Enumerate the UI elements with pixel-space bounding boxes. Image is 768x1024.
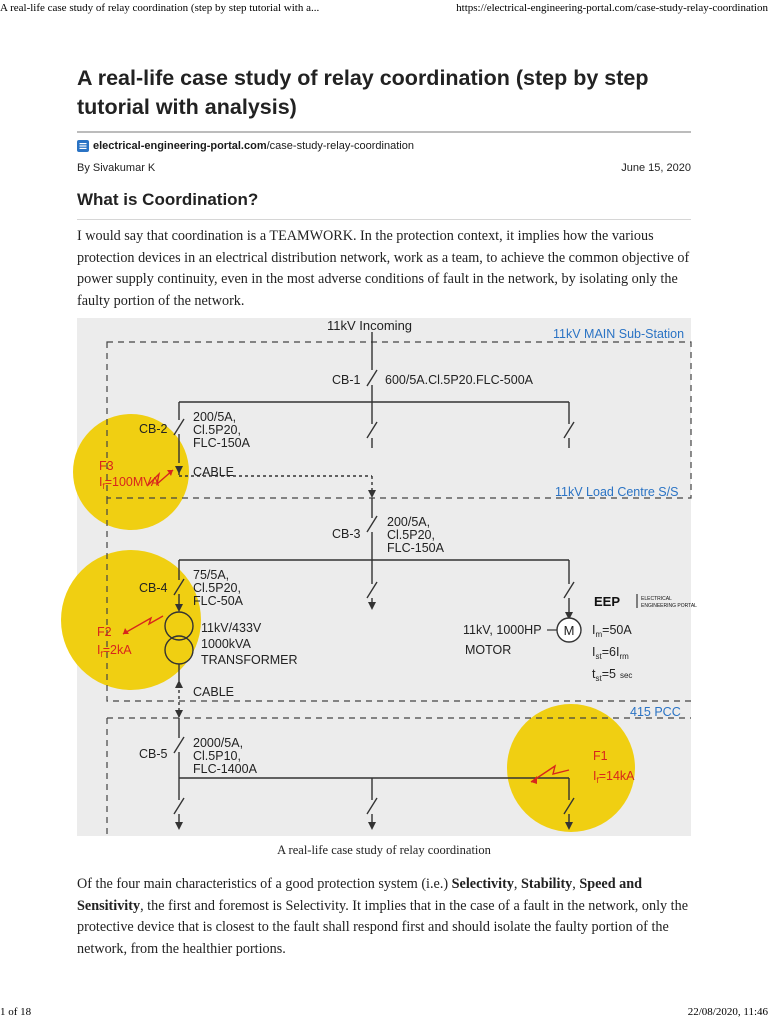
fault-f1-value: $I_f=14kA$	[593, 769, 635, 785]
cb4-rating-line1: 75/5A,	[193, 568, 230, 582]
cb2-rating-line2: Cl.5P20,	[193, 423, 241, 437]
cb4-label: CB-4	[139, 581, 168, 595]
motor-starting-current: $I_{st}=6I_{rm}$	[592, 645, 629, 661]
title-divider	[77, 131, 691, 133]
term-speed-sensitivity: Speed and Sensitivity	[77, 876, 643, 914]
cb3-label: CB-3	[332, 527, 361, 541]
fault-f3-value: $I_f=100MVA$	[99, 475, 160, 491]
single-line-diagram	[77, 318, 697, 836]
cb4-rating-line2: Cl.5P20,	[193, 581, 241, 595]
cb5-label: CB-5	[139, 747, 168, 761]
cb2-switch	[174, 419, 184, 435]
cb1-rating: 600/5A.Cl.5P20.FLC-500A	[385, 373, 534, 387]
article-title: A real-life case study of relay coordination (step by step tutorial with analysis)	[77, 66, 649, 119]
print-timestamp: 22/08/2020, 11:46	[687, 1006, 768, 1018]
section-divider	[77, 219, 691, 220]
cable-label-1: CABLE	[193, 465, 234, 479]
motor-rating: 11kV, 1000HP	[463, 623, 542, 637]
article-meta	[77, 162, 691, 174]
cb1-switch	[367, 370, 377, 386]
pcc-label: 415 PCC	[630, 705, 681, 719]
paragraph-selectivity: Of the four main characteristics of a good protection system (i.e.) Selectivity, Stability, Speed and Sensitivity, the first and foremost is Selectivity. It implies that in the case of a fault in the network, only the protective device that is closest to the fault shall respond first and should isolate the faulty portion of the network, from the healthier portions.	[77, 876, 688, 957]
article	[77, 64, 691, 312]
cb5-rating-line1: 2000/5A,	[193, 736, 244, 750]
motor-label: MOTOR	[465, 643, 512, 657]
motor-starting-time: $t_{st}=5$ sec	[592, 667, 633, 683]
cb5-switch	[174, 737, 184, 753]
fault-f2-value: $I_f=2kA$	[97, 643, 132, 659]
cb4-rating-line3: FLC-50A	[193, 594, 244, 608]
transformer-line1: 11kV/433V	[201, 621, 262, 635]
eep-logo	[594, 594, 697, 609]
print-footer	[0, 1004, 768, 1024]
eep-logo-text-1: ELECTRICAL	[641, 596, 672, 602]
fault-zone-f1	[507, 704, 635, 832]
page-number: 1 of 18	[0, 1006, 32, 1018]
eep-logo-text-2: ENGINEERING PORTAL	[641, 603, 697, 609]
source-link[interactable]	[77, 139, 691, 153]
section-heading: What is Coordination?	[77, 190, 259, 209]
author: By Sivakumar K	[77, 162, 156, 174]
site-favicon-icon	[77, 140, 89, 152]
cb2-label: CB-2	[139, 422, 168, 436]
transformer-line3: TRANSFORMER	[201, 653, 298, 667]
print-header	[0, 0, 768, 18]
cb3-rating-line3: FLC-150A	[387, 541, 444, 555]
cb3-rating-line2: Cl.5P20,	[387, 528, 435, 542]
fault-f1-name: F1	[593, 749, 608, 763]
publish-date: June 15, 2020	[621, 162, 691, 174]
cb3-rating-line1: 200/5A,	[387, 515, 431, 529]
eep-logo-mark: EEP	[594, 594, 621, 609]
incoming-label: 11kV Incoming	[327, 318, 413, 333]
load-centre-label: 11kV Load Centre S/S	[555, 485, 679, 499]
term-selectivity: Selectivity	[451, 876, 514, 892]
print-header-title: A real-life case study of relay coordination (step by step tutorial with a...	[0, 2, 320, 14]
fault-zone-f2	[61, 550, 201, 690]
cb2-rating-line1: 200/5A,	[193, 410, 237, 424]
cb5-rating-line3: FLC-1400A	[193, 762, 257, 776]
motor-symbol-letter: M	[563, 623, 575, 638]
cable-label-2: CABLE	[193, 685, 234, 699]
transformer-line2: 1000kVA	[201, 637, 251, 651]
source-domain[interactable]: electrical-engineering-portal.com	[93, 140, 267, 152]
print-header-url[interactable]: https://electrical-engineering-portal.com/case-study-relay-coordination	[456, 2, 768, 14]
fault-f3-name: F3	[99, 459, 114, 473]
figure-caption: A real-life case study of relay coordination	[277, 843, 491, 857]
cb3-switch	[367, 516, 377, 532]
cb1-label: CB-1	[332, 373, 361, 387]
motor-rated-current: $I_m=50A$	[592, 623, 632, 639]
cb2-rating-line3: FLC-150A	[193, 436, 250, 450]
fault-f2-name: F2	[97, 625, 112, 639]
term-stability: Stability	[521, 876, 573, 892]
cb5-rating-line2: Cl.5P10,	[193, 749, 241, 763]
source-path[interactable]: /case-study-relay-coordination	[266, 140, 414, 152]
paragraph-intro: I would say that coordination is a TEAMWORK. In the protection context, it implies how the various protection devices in an electrical distribution network, work as a team, to achieve the common objective of power supply continuity, even in the most adverse conditions of fault in the network, by isolating only the faulty portion of the network.	[77, 228, 690, 309]
main-substation-label: 11kV MAIN Sub-Station	[553, 327, 685, 341]
